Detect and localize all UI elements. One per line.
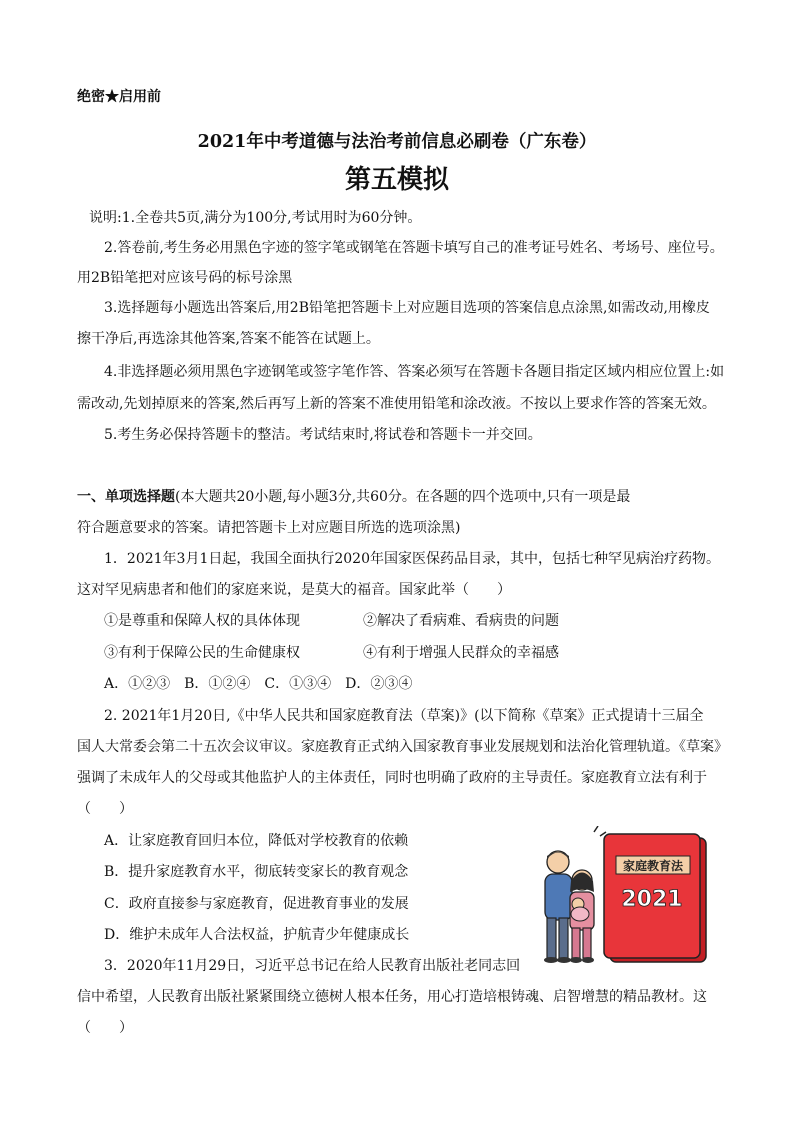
question-3-line: （ ） [77,1020,133,1036]
question-1-line: 1．2021年3月1日起，我国全面执行2020年国家医保药品目录，其中，包括七种罕见病治疗药物。 [104,551,720,567]
question-1-choices: A．①②③ B．①②④ C．①③④ D．②③④ [104,676,413,692]
section-heading-label: 一、单项选择题 [77,489,175,505]
question-2-line: 2. 2021年1月20日,《中华人民共和国家庭教育法（草案)》(以下简称《草案》正式提请十三届全 [104,708,704,724]
father-figure [544,851,572,963]
question-2-option-d: D．维护未成年人合法权益，护航青少年健康成长 [104,927,410,943]
question-1-option: ①是尊重和保障人权的具体体现 [104,613,300,629]
exam-subtitle: 第五模拟 [344,165,449,195]
instruction-line: 需改动,先划掉原来的答案,然后再写上新的答案不准使用铅笔和涂改液。不按以上要求作答的答案无效。 [77,396,716,412]
question-2-line: （ ） [77,801,133,817]
family-education-illustration [536,826,716,970]
question-2-line: 强调了未成年人的父母或其他监护人的主体责任，同时也明确了政府的主导责任。家庭教育立法有利于 [77,770,707,786]
instruction-line: 3.选择题每小题选出答案后,用2B铅笔把答题卡上对应题目选项的答案信息点涂黑,如需改动,用橡皮 [104,300,710,316]
question-3-line: 信中希望，人民教育出版社紧紧围绕立德树人根本任务，用心打造培根铸魂、启智增慧的精品教材。这 [77,989,707,1005]
instruction-line: 4.非选择题必须用黑色字迹钢笔或签字笔作答、答案必须写在答题卡各题目指定区域内相应位置上:如 [104,364,725,380]
section-heading-line2: 符合题意要求的答案。请把答题卡上对应题目所选的选项涂黑) [77,520,461,536]
question-1-line: 这对罕见病患者和他们的家庭来说，是莫大的福音。国家此举（ ） [77,582,511,598]
question-2-option-b: B．提升家庭教育水平，彻底转变家长的教育观念 [104,864,409,880]
section-heading-text: (本大题共20小题,每小题3分,共60分。在各题的四个选项中,只有一项是最 [175,489,631,505]
question-3-line: 3．2020年11月29日，习近平总书记在给人民教育出版社老同志回 [104,958,521,974]
question-2-option-c: C．政府直接参与家庭教育，促进教育事业的发展 [104,896,409,912]
exam-title: 2021年中考道德与法治考前信息必刷卷（广东卷） [197,132,597,152]
book-year-text: 2021 [621,887,683,912]
instruction-line: 擦干净后,再选涂其他答案,答案不能答在试题上。 [77,331,380,347]
instruction-line: 用2B铅笔把对应该号码的标号涂黑 [77,270,293,286]
question-1-option: ③有利于保障公民的生命健康权 [104,645,300,661]
question-2-line: 国人大常委会第二十五次会议审议。家庭教育正式纳入国家教育事业发展规划和法治化管理轨道。《草案》 [77,739,728,755]
section-heading [77,487,630,507]
book-title-text: 家庭教育法 [622,859,684,873]
instruction-line: 2.答卷前,考生务必用黑色字迹的签字笔或钢笔在答题卡填写自己的准考证号姓名、考场号、座位号。 [104,240,724,256]
instruction-line: 说明:1.全卷共5页,满分为100分,考试用时为60分钟。 [89,210,422,226]
question-1-option: ④有利于增强人民群众的幸福感 [363,645,559,661]
question-2-option-a: A．让家庭教育回归本位，降低对学校教育的依赖 [104,833,409,849]
question-1-option: ②解决了看病难、看病贵的问题 [363,613,559,629]
book-image [604,834,706,962]
confidential-mark: 绝密★启用前 [77,89,161,105]
instruction-line: 5.考生务必保持答题卡的整洁。考试结束时,将试卷和答题卡一并交回。 [104,427,542,443]
